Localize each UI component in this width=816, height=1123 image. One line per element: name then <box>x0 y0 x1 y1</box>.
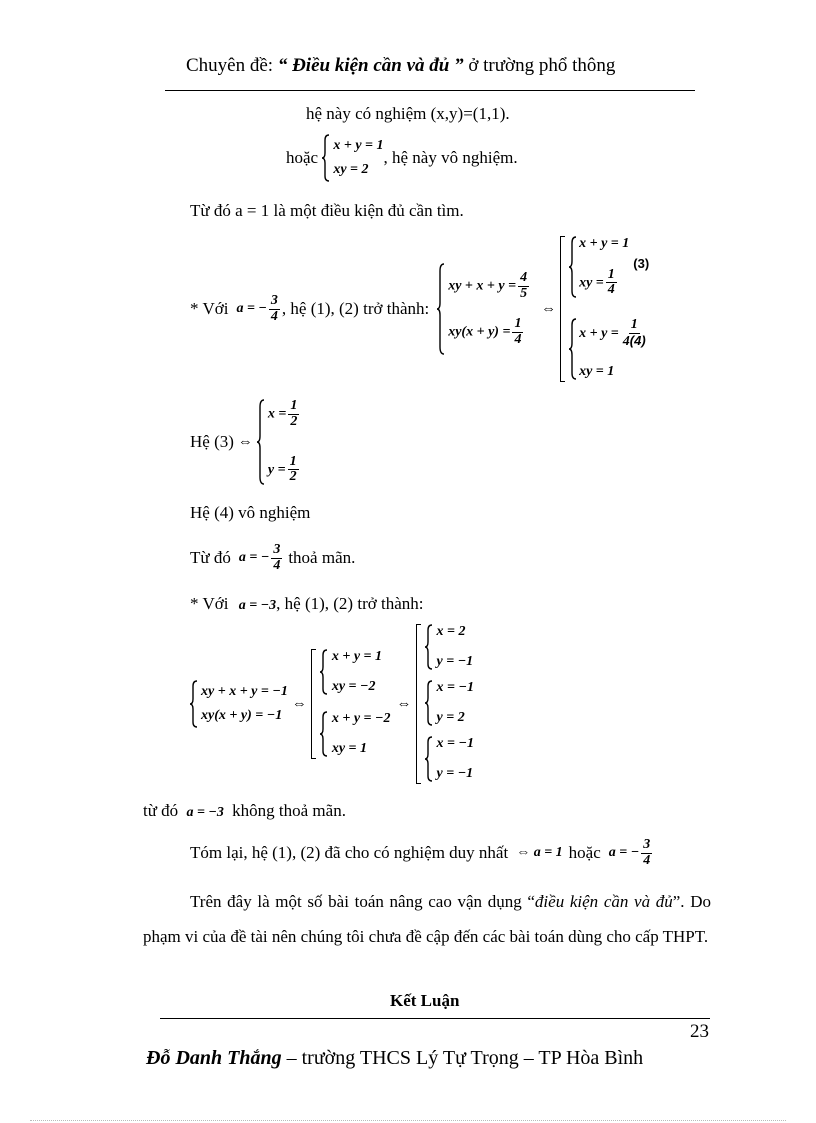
page-footer <box>146 1047 643 1070</box>
header-suffix: ở trường phổ thông <box>463 55 616 76</box>
system-4-note: Hệ (4) vô nghiệm <box>190 503 311 522</box>
case-a-neg-three-systems <box>190 624 474 784</box>
a-value: a = −3 <box>186 805 224 820</box>
equation: xy = 2 <box>333 162 369 177</box>
system-3-label: Hệ (3) <box>190 432 234 451</box>
case-a-neg-three-quarters <box>190 236 650 382</box>
case-label-3: (3) <box>633 255 650 271</box>
conclusion-three-quarters <box>190 538 355 578</box>
no-solution-note: , hệ này vô nghiệm. <box>383 148 518 167</box>
case-a-neg-three-line <box>190 594 423 614</box>
system-becomes-label: , hệ (1), (2) trở thành: <box>276 594 424 613</box>
equation: xy = 1 <box>579 364 615 379</box>
equation: x + y = $\frac{1}{4(4)}$ <box>579 317 646 349</box>
a-value: a = −3 <box>238 598 277 613</box>
paragraph-italic: điều kiện cần và đủ <box>534 892 673 911</box>
equation-system-a <box>322 134 383 182</box>
solution-cases-bracket <box>560 236 650 382</box>
or-label: hoặc <box>568 843 601 862</box>
case-system-e1 <box>425 624 474 670</box>
system-becomes-label: , hệ (1), (2) trở thành: <box>281 299 430 318</box>
paragraph-part-2: ”. Do phạm vi của đề tài nên chúng tôi chưa đề cập đến các bài toán dùng cho cấp THPT. <box>143 892 711 946</box>
not-satisfied-label: không thoả mãn. <box>232 801 346 820</box>
equation: xy = −2 <box>331 679 376 694</box>
equation: xy + x + y = $\frac{4}{5}$ <box>448 269 528 301</box>
from-that-label: Từ đó <box>190 548 231 567</box>
closing-paragraph <box>143 884 711 954</box>
case-system-e2 <box>425 680 474 726</box>
equivalence-symbol: ⇔ <box>541 300 557 317</box>
a-value: a = − <box>608 845 640 860</box>
header-topic: “ Điều kiện cần và đủ ” <box>277 55 464 76</box>
summary-text: Tóm lại, hệ (1), (2) đã cho có nghiệm duy nhất <box>190 843 509 862</box>
satisfied-label: thoả mãn. <box>288 548 356 567</box>
case-system-d1 <box>320 649 391 695</box>
conclusion-heading: Kết Luận <box>390 991 460 1010</box>
equation: xy(x + y) = −1 <box>201 708 283 723</box>
fraction-three-quarters: $\frac{3}{4}$ <box>270 292 278 324</box>
equation: x + y = 1 <box>333 138 384 153</box>
cases-bracket-e <box>416 624 474 784</box>
a-value: a = − <box>236 301 267 316</box>
from-that-label: từ đó <box>143 801 179 820</box>
equation: y = $\frac{1}{2}$ <box>267 453 297 485</box>
case-system-e3 <box>425 736 474 782</box>
with-label: * Với <box>190 299 229 318</box>
fraction-three-quarters: $\frac{3}{4}$ <box>273 541 281 573</box>
case-system-4 <box>569 318 650 380</box>
equation: x = −1 <box>436 680 474 695</box>
case-system-d2 <box>320 711 391 757</box>
author-name: Đỗ Danh Thắng <box>146 1047 282 1069</box>
equation: xy = 1 <box>331 741 368 756</box>
footer-rule <box>160 1018 710 1019</box>
equation: xy(x + y) = $\frac{1}{4}$ <box>448 315 522 347</box>
equation: x + y = 1 <box>331 649 383 664</box>
equation: x + y = 1 <box>579 236 630 251</box>
system-3-solution <box>190 398 301 486</box>
equation: x = −1 <box>436 736 474 751</box>
header-rule <box>165 90 695 91</box>
equivalence-symbol: ⇔ <box>237 433 253 450</box>
equivalence-symbol: ⇔ <box>396 695 412 712</box>
case-label-4: (4) <box>629 332 646 348</box>
equation: y = 2 <box>436 710 465 725</box>
summary-line <box>190 832 654 874</box>
equation: xy + x + y = −1 <box>201 684 288 699</box>
fraction-three-quarters: $\frac{3}{4}$ <box>643 836 651 868</box>
with-label: * Với <box>190 594 229 613</box>
equation-system-he3 <box>257 399 301 485</box>
solution-line-2 <box>286 134 518 182</box>
a-value: a = − <box>238 550 270 565</box>
page-edge-dots <box>30 1120 786 1121</box>
conclusion-neg-three <box>143 801 346 821</box>
paragraph-part-1: Trên đây là một số bài toán nâng cao vận dụng “ <box>190 892 535 911</box>
or-label: hoặc <box>286 148 319 167</box>
equation: y = −1 <box>436 654 474 669</box>
equation: y = −1 <box>436 766 474 781</box>
page-header <box>186 55 615 77</box>
sufficient-condition-line: Từ đó a = 1 là một điều kiện đủ cần tìm. <box>190 201 464 220</box>
equation: x = 2 <box>436 624 466 639</box>
cases-bracket-d <box>311 649 391 759</box>
equation-system-c <box>190 680 288 728</box>
page-number: 23 <box>690 1021 709 1042</box>
equation: xy = $\frac{1}{4}$ <box>579 266 615 298</box>
header-prefix: Chuyên đề: <box>186 55 278 76</box>
equation: x = $\frac{1}{2}$ <box>267 398 298 429</box>
equation-system-b <box>437 263 531 355</box>
equivalence-symbol: ⇔ <box>291 695 307 712</box>
equation: x + y = −2 <box>331 711 391 726</box>
condition-a-equals-one: ⇔ a = 1 <box>516 845 563 860</box>
solution-line-1: hệ này có nghiệm (x,y)=(1,1). <box>306 104 510 123</box>
school-name: – trường THCS Lý Tự Trọng – TP Hòa Bình <box>281 1047 644 1069</box>
case-system-3 <box>569 236 650 298</box>
